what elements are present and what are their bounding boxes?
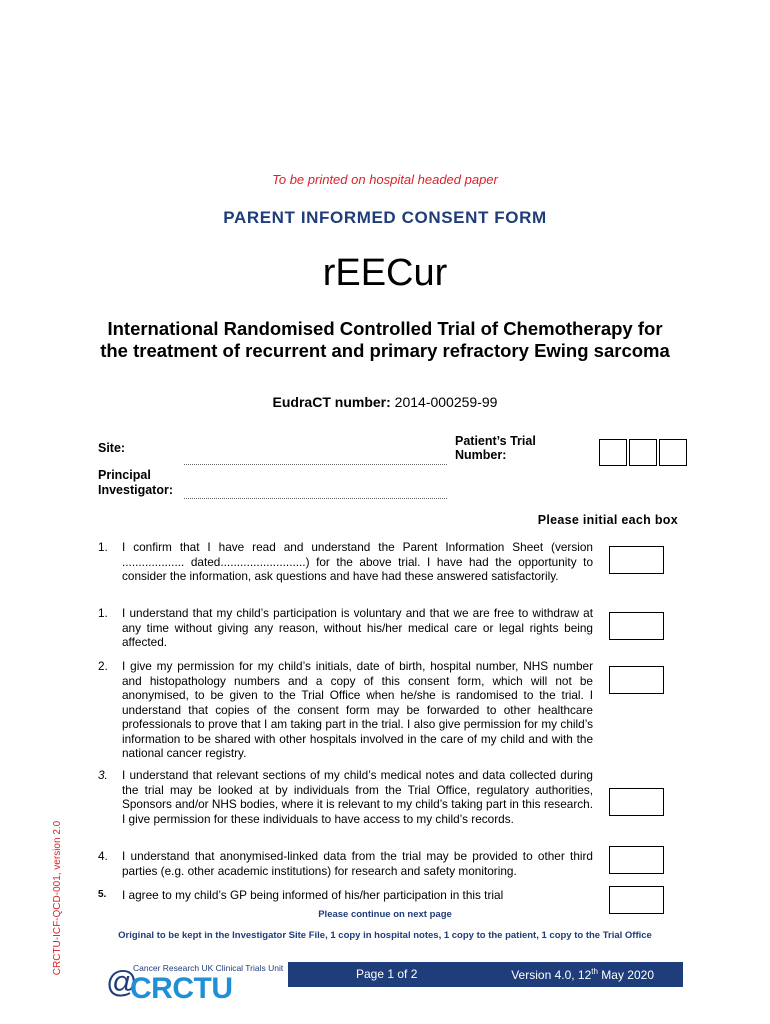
version-prefix: Version 4.0, 12 — [511, 968, 592, 982]
consent-item-number: 1. — [98, 606, 108, 620]
patient-number-box-1[interactable] — [599, 439, 627, 466]
consent-item-text: I understand that my child’s participation is voluntary and that we are free to withdraw at any time without giving any reason, without his/her medical care or legal rights being affected. — [122, 606, 593, 649]
copies-distribution-note: Original to be kept in the Investigator Site File, 1 copy in hospital notes, 1 copy to the patient, 1 copy to the Trial Office — [118, 930, 652, 941]
version-suffix: May 2020 — [597, 968, 654, 982]
principal-investigator-field[interactable] — [184, 498, 447, 499]
consent-item-number: 4. — [98, 849, 108, 863]
consent-item — [98, 540, 593, 584]
consent-item — [98, 888, 593, 903]
initial-box-4[interactable] — [609, 788, 664, 816]
patient-number-label-line1: Patient’s Trial — [455, 434, 536, 448]
footer-bar — [288, 962, 683, 987]
site-field[interactable] — [184, 464, 447, 465]
headed-paper-note: To be printed on hospital headed paper — [272, 172, 498, 187]
consent-item-number: 5. — [98, 889, 107, 900]
consent-item-text: I understand that relevant sections of my child’s medical notes and data collected during the trial may be looked at by individuals from the Trial Office, regulatory authorities, Sponsors and/or NHS bodies, where it is relevant to my child’s taking part in this research. I give permission for these individuals to have access to my child’s records. — [122, 768, 593, 826]
consent-item-number: 2. — [98, 659, 108, 673]
consent-item — [98, 606, 593, 650]
patient-number-box-2[interactable] — [629, 439, 657, 466]
consent-item — [98, 849, 593, 878]
patient-number-label-line2: Number: — [455, 448, 507, 462]
consent-item — [98, 659, 593, 761]
initial-box-2[interactable] — [609, 612, 664, 640]
site-label: Site: — [98, 441, 126, 455]
consent-item-text: I confirm that I have read and understand the Parent Information Sheet (version ................... dated..........................) for the above trial. I have had the opportunity to consider the information, ask questions and have had these answered satisfactorily. — [122, 540, 593, 583]
patient-number-box-3[interactable] — [659, 439, 687, 466]
consent-item-number: 1. — [98, 540, 108, 554]
eudract-label: EudraCT number: — [272, 394, 391, 410]
page-number: Page 1 of 2 — [356, 967, 418, 981]
eudract-number — [0, 394, 770, 410]
initial-each-box-header: Please initial each box — [537, 513, 678, 527]
trial-name: rEECur — [322, 252, 448, 294]
initial-box-5[interactable] — [609, 846, 664, 874]
pi-label-line2: Investigator: — [98, 483, 174, 497]
logo-subtitle: Cancer Research UK Clinical Trials Unit — [133, 963, 284, 973]
consent-item-number: 3. — [98, 768, 108, 782]
continue-note: Please continue on next page — [318, 909, 452, 920]
version-date — [511, 967, 654, 982]
form-title: PARENT INFORMED CONSENT FORM — [223, 208, 547, 227]
version-sup: th — [591, 967, 598, 976]
consent-item-text: I understand that anonymised-linked data from the trial may be provided to other third parties (e.g. other academic institutions) for research and safety monitoring. — [122, 849, 593, 878]
document-version-side-label: CRCTU-ICF-QCD-001, version 2.0 — [52, 820, 63, 976]
consent-item-text: I give my permission for my child’s initials, date of birth, hospital number, NHS number and histopathology numbers and a copy of this consent form, which will not be anonymised, to be given to the Trial Office when he/she is randomised to the trial. I understand that copies of the consent form may be forwarded to other healthcare professionals to prove that I am taking part in the trial. I also give permission for my child’s information to be shared with other hospitals involved in the care of my child and with the national cancer registry. — [122, 659, 593, 760]
consent-item — [98, 768, 593, 826]
initial-box-3[interactable] — [609, 666, 664, 694]
logo-at-symbol: @ — [106, 964, 138, 999]
initial-box-1[interactable] — [609, 546, 664, 574]
crctu-logo: CRCTU — [130, 972, 233, 1005]
consent-item-text: I agree to my child’s GP being informed of his/her participation in this trial — [122, 888, 504, 902]
trial-full-title: International Randomised Controlled Trial of Chemotherapy for the treatment of recurrent and primary refractory Ewing sarcoma — [100, 318, 670, 361]
eudract-value: 2014-000259-99 — [394, 394, 498, 410]
pi-label-line1: Principal — [98, 468, 151, 482]
